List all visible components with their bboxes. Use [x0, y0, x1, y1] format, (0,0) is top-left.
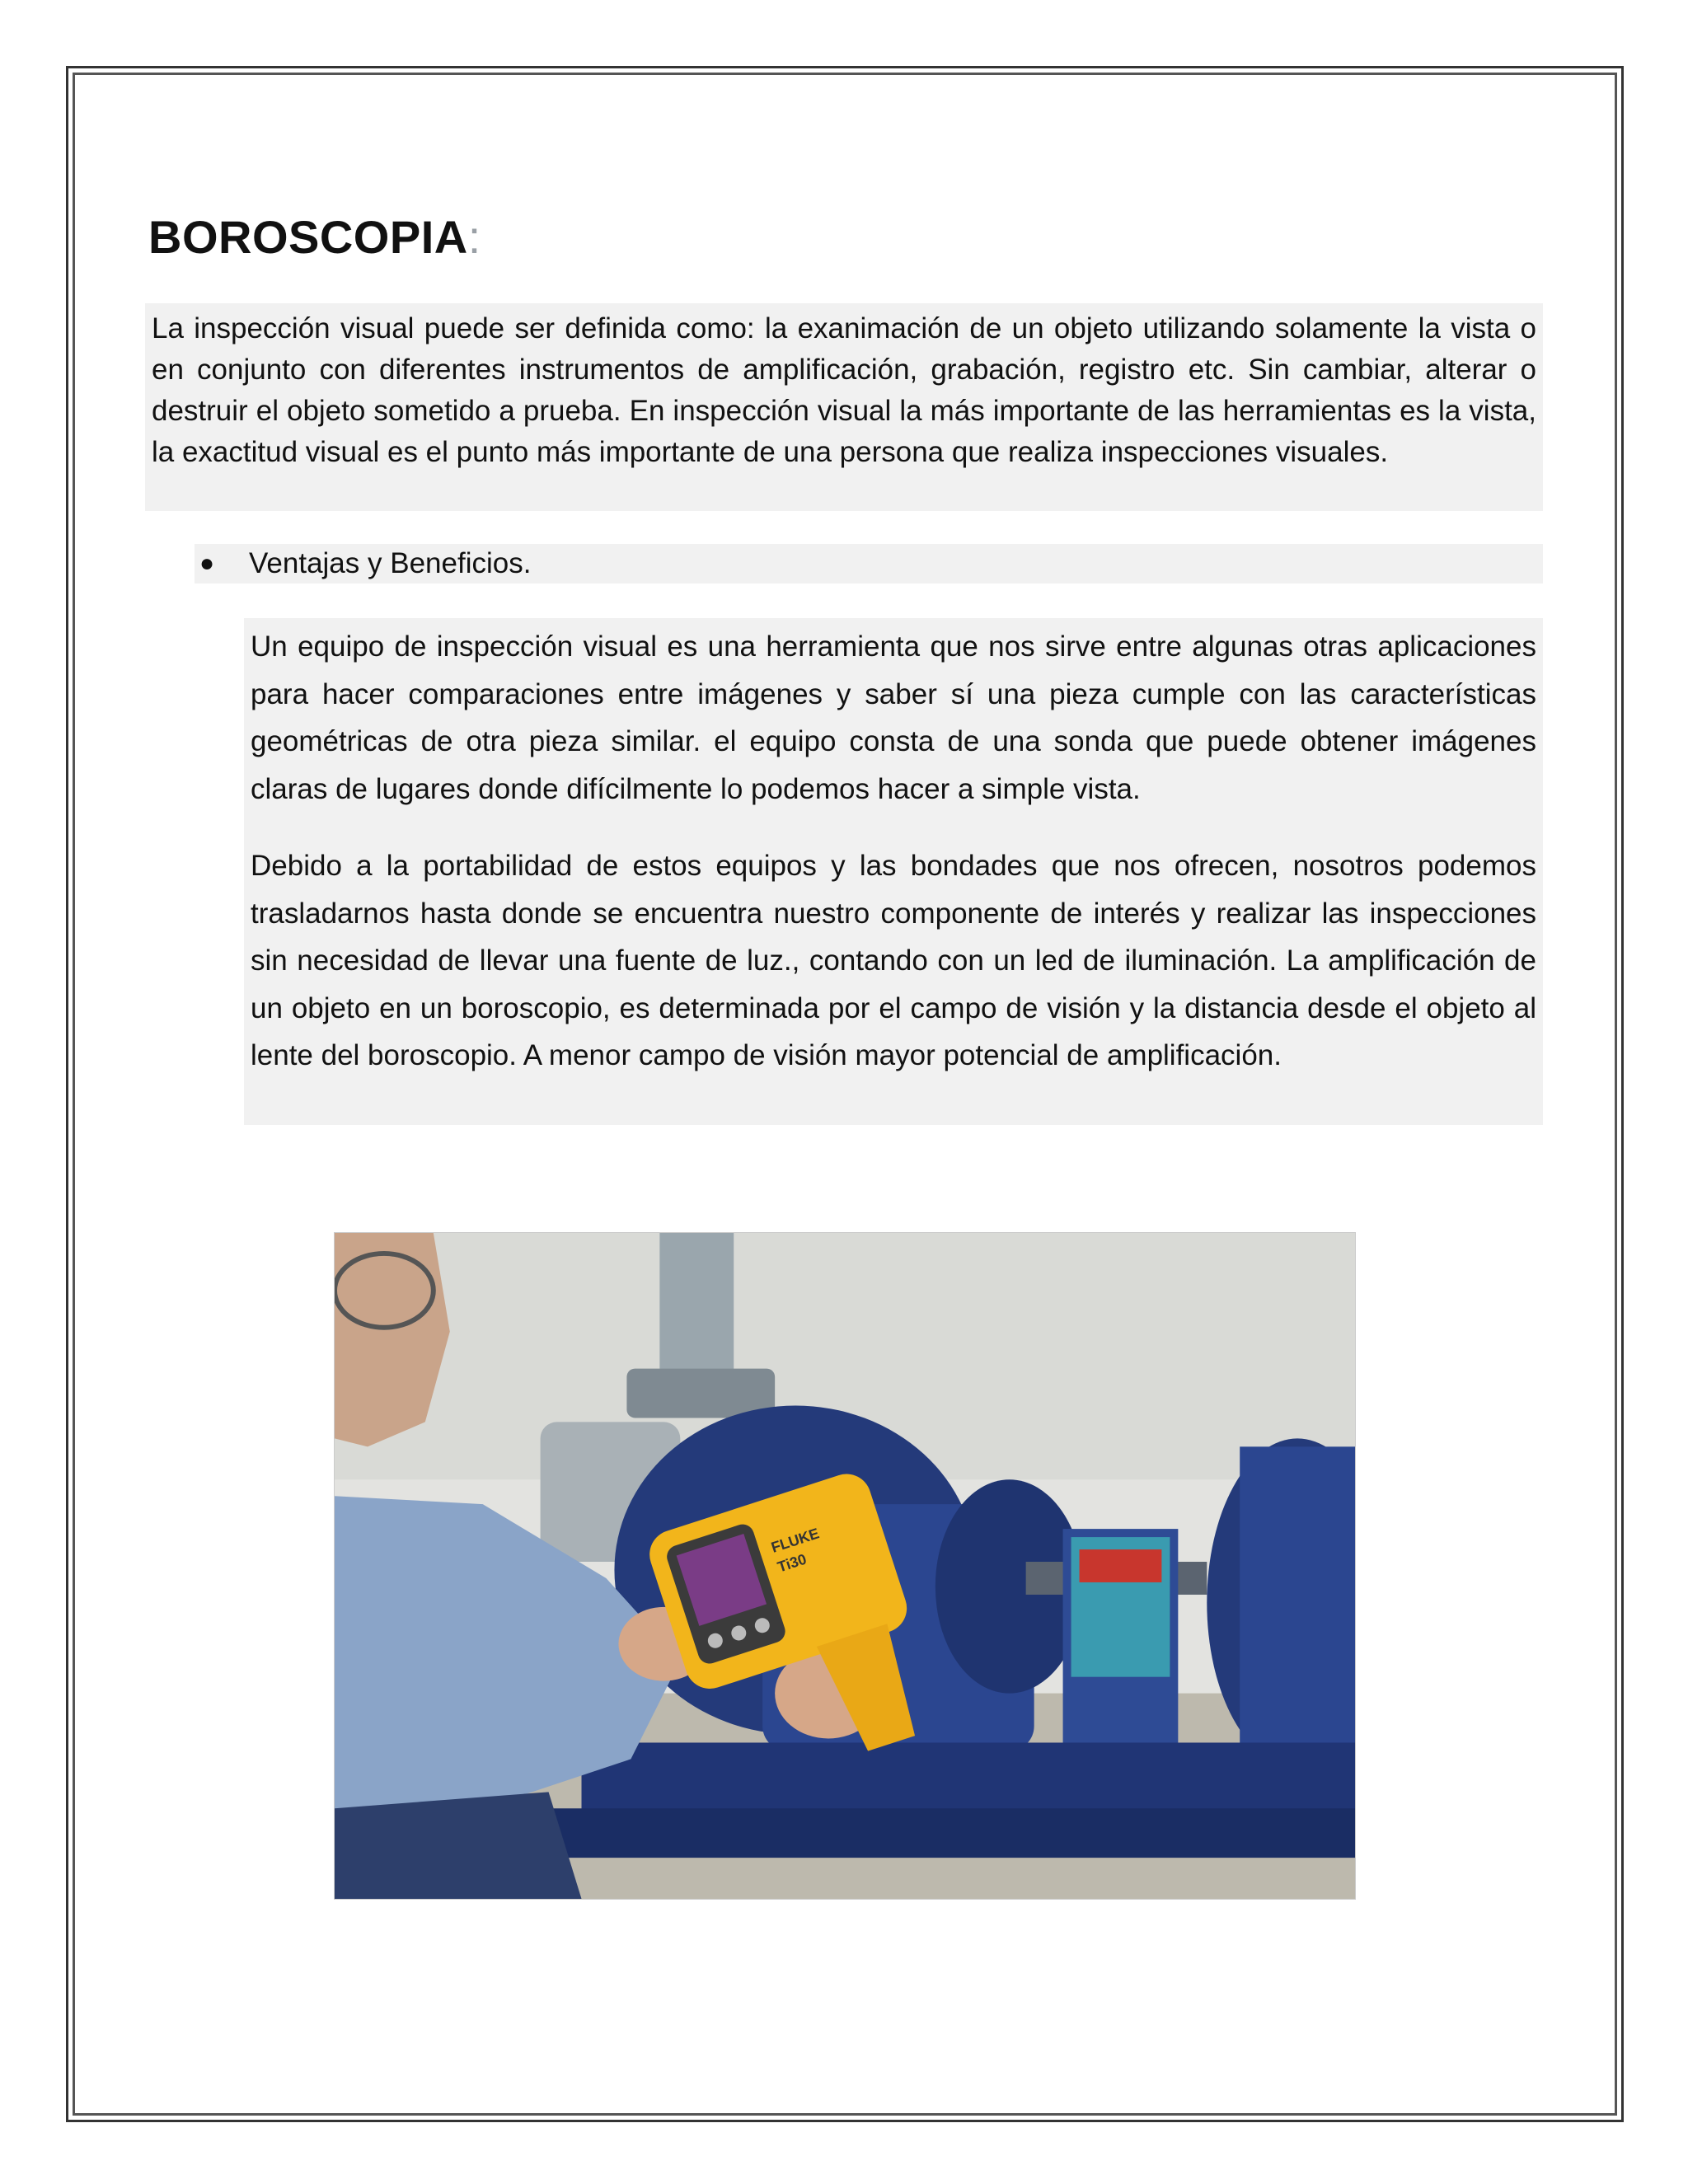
bullet-label: Ventajas y Beneficios.: [249, 547, 532, 579]
body-section: [244, 618, 1543, 1125]
device-brand-text: FLUKE: [769, 1525, 822, 1556]
page-title-colon: :: [467, 211, 481, 263]
page-title: [148, 210, 481, 264]
body-paragraph-2: Debido a la portabilidad de estos equipos y las bondades que nos ofrecen, nosotros podemos trasladarnos hasta donde se encuentra nuestro componente de interés y realizar las inspecciones sin necesidad de llevar una fuente de luz., contando con un led de iluminación. La amplificación de un objeto en un boroscopio, es determinada por el campo de visión y la distancia desde el objeto al lente del boroscopio. A menor campo de visión mayor potencial de amplificación.: [251, 850, 1536, 1071]
intro-paragraph: La inspección visual puede ser definida como: la exanimación de un objeto utilizando solamente la vista o en conjunto con diferentes instrumentos de amplificación, grabación, registro etc. Sin cambiar, alterar o destruir el objeto sometido a prueba. En inspección visual la más importante de las herramientas es la vista, la exactitud visual es el punto más importante de una persona que realiza inspecciones visuales.: [145, 303, 1543, 511]
device-model-text: Ti30: [775, 1550, 809, 1576]
bullet-item: [195, 544, 1543, 583]
body-paragraph-1: Un equipo de inspección visual es una herramienta que nos sirve entre algunas otras aplicaciones para hacer comparaciones entre imágenes y saber sí una pieza cumple con las características geométricas de otra pieza similar. el equipo consta de una sonda que puede obtener imágenes claras de lugares donde difícilmente lo podemos hacer a simple vista.: [251, 630, 1536, 805]
inspection-photo: [334, 1232, 1356, 1900]
bullet-dot-icon: ●: [199, 550, 215, 577]
inspection-photo-illustration: [335, 1233, 1355, 1899]
page-title-text: BOROSCOPIA: [148, 211, 468, 263]
